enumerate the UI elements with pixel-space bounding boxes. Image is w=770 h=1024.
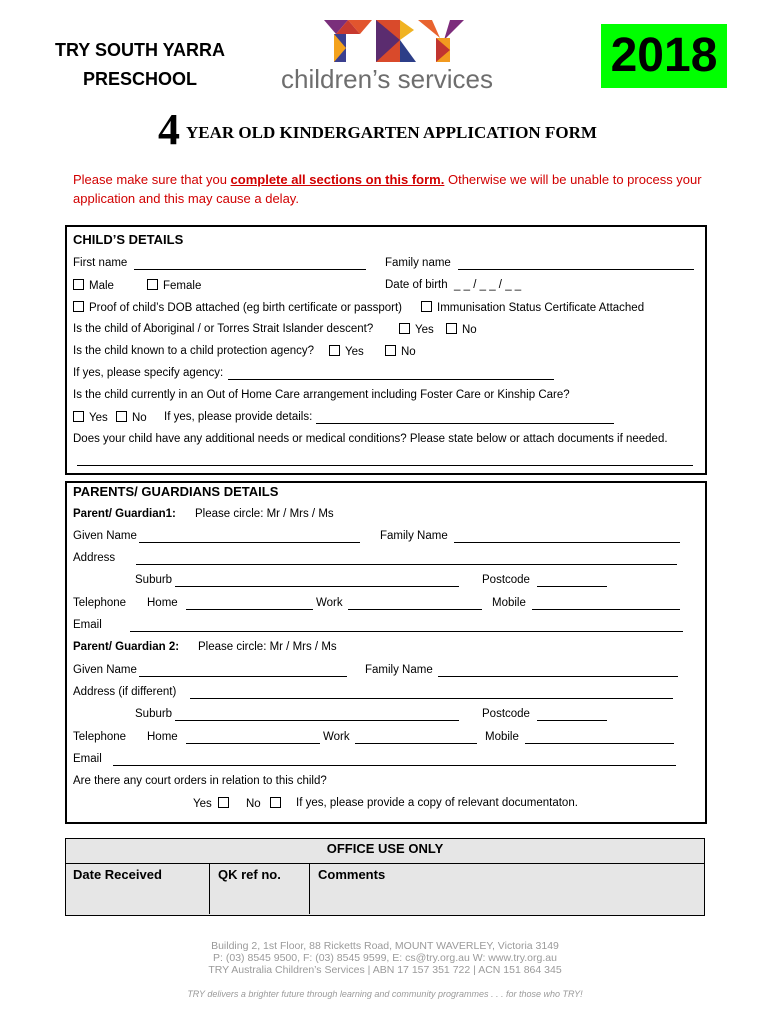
protection-question: Is the child known to a child protection agency? bbox=[73, 345, 315, 357]
details-field[interactable] bbox=[316, 423, 614, 424]
g1-home-phone-field[interactable] bbox=[186, 609, 313, 610]
address-label: Address bbox=[73, 552, 116, 564]
guardian2-label: Parent/ Guardian 2: bbox=[73, 641, 180, 653]
g1-email-field[interactable] bbox=[130, 631, 683, 632]
try-logo bbox=[272, 18, 502, 98]
checkbox[interactable] bbox=[399, 323, 410, 334]
guardian1-label: Parent/ Guardian1: bbox=[73, 508, 176, 520]
try-logo-mark bbox=[272, 18, 502, 66]
g2-mobile-field[interactable] bbox=[525, 743, 674, 744]
home-label: Home bbox=[147, 597, 178, 609]
given-name-label: Given Name bbox=[73, 664, 137, 676]
checkbox[interactable] bbox=[218, 797, 229, 808]
title-number: 4 bbox=[158, 105, 180, 154]
checkbox[interactable] bbox=[116, 411, 127, 422]
dob-field[interactable]: Date of birth _ _ / _ _ / _ _ bbox=[385, 279, 522, 291]
office-use-title: OFFICE USE ONLY bbox=[326, 841, 444, 856]
g2-address-field[interactable] bbox=[190, 698, 673, 699]
protection-no[interactable]: No bbox=[385, 345, 416, 358]
title-text: YEAR OLD KINDERGARTEN APPLICATION FORM bbox=[186, 123, 597, 142]
checkbox[interactable] bbox=[421, 301, 432, 312]
office-col-divider bbox=[309, 863, 310, 914]
checkbox[interactable] bbox=[329, 345, 340, 356]
guardian1-title-choice[interactable]: Please circle: Mr / Mrs / Ms bbox=[195, 508, 334, 520]
office-col-divider bbox=[209, 863, 210, 914]
office-divider bbox=[65, 863, 705, 864]
g2-postcode-field[interactable] bbox=[537, 720, 607, 721]
guardian2-title-choice[interactable]: Please circle: Mr / Mrs / Ms bbox=[198, 641, 337, 653]
footer-tagline: TRY delivers a brighter future through learning and community programmes . . . for those who TRY! bbox=[187, 989, 583, 999]
qk-ref-label: QK ref no. bbox=[218, 867, 281, 882]
mobile-label: Mobile bbox=[492, 597, 526, 609]
postcode-label: Postcode bbox=[482, 574, 530, 586]
home-care-no[interactable]: No bbox=[116, 411, 147, 424]
female-option[interactable]: Female bbox=[147, 279, 201, 292]
g2-work-phone-field[interactable] bbox=[355, 743, 477, 744]
provide-details-label: If yes, please provide details: bbox=[164, 411, 313, 423]
court-no-option[interactable]: No bbox=[246, 797, 286, 810]
g1-work-phone-field[interactable] bbox=[348, 609, 482, 610]
school-name: TRY SOUTH YARRA PRESCHOOL bbox=[54, 40, 226, 89]
comments-label: Comments bbox=[318, 867, 386, 882]
date-received-label: Date Received bbox=[73, 867, 162, 882]
protection-yes[interactable]: Yes bbox=[329, 345, 364, 358]
footer-contact: P: (03) 8545 9500, F: (03) 8545 9599, E: cs@try.org.au W: www.try.org.au bbox=[213, 952, 557, 964]
checkbox[interactable] bbox=[73, 279, 84, 290]
family-name-label: Family Name bbox=[365, 664, 433, 676]
email-label: Email bbox=[73, 753, 102, 765]
g1-suburb-field[interactable] bbox=[175, 586, 459, 587]
form-title bbox=[158, 104, 597, 155]
telephone-label: Telephone bbox=[73, 731, 127, 743]
checkbox[interactable] bbox=[73, 411, 84, 422]
section-title: CHILD’S DETAILS bbox=[73, 232, 184, 247]
g2-email-field[interactable] bbox=[113, 765, 676, 766]
court-yes-option[interactable]: Yes bbox=[193, 797, 234, 810]
agency-field[interactable] bbox=[228, 379, 554, 380]
g1-postcode-field[interactable] bbox=[537, 586, 607, 587]
family-name-field[interactable] bbox=[458, 269, 694, 270]
home-label: Home bbox=[147, 731, 178, 743]
postcode-label: Postcode bbox=[482, 708, 530, 720]
g2-family-name-field[interactable] bbox=[438, 676, 678, 677]
home-care-yes[interactable]: Yes bbox=[73, 411, 108, 424]
immunisation-option[interactable]: Immunisation Status Certificate Attached bbox=[421, 301, 644, 314]
needs-field[interactable] bbox=[77, 465, 693, 466]
g2-given-name-field[interactable] bbox=[139, 676, 347, 677]
checkbox[interactable] bbox=[147, 279, 158, 290]
given-name-label: Given Name bbox=[73, 530, 137, 542]
proof-dob-option[interactable]: Proof of child’s DOB attached (eg birth certificate or passport) bbox=[73, 301, 402, 314]
aboriginal-question: Is the child of Aboriginal / or Torres Strait Islander descent? bbox=[73, 323, 374, 335]
checkbox[interactable] bbox=[385, 345, 396, 356]
email-label: Email bbox=[73, 619, 102, 631]
family-name-label: Family Name bbox=[380, 530, 448, 542]
g2-suburb-field[interactable] bbox=[175, 720, 459, 721]
suburb-label: Suburb bbox=[135, 574, 173, 586]
completion-notice: Please make sure that you complete all sections on this form. Otherwise we will be unable to process your application and this may cause a delay. bbox=[73, 172, 702, 206]
specify-agency-label: If yes, please specify agency: bbox=[73, 367, 224, 379]
court-copy-note: If yes, please provide a copy of relevant documentaton. bbox=[296, 797, 578, 809]
first-name-label: First name bbox=[73, 257, 128, 269]
footer-address: Building 2, 1st Floor, 88 Ricketts Road, MOUNT WAVERLEY, Victoria 3149 bbox=[211, 940, 559, 952]
work-label: Work bbox=[323, 731, 350, 743]
g1-mobile-field[interactable] bbox=[532, 609, 680, 610]
year-badge: 2018 bbox=[601, 24, 727, 88]
telephone-label: Telephone bbox=[73, 597, 127, 609]
suburb-label: Suburb bbox=[135, 708, 173, 720]
home-care-question: Is the child currently in an Out of Home Care arrangement including Foster Care or Kinship Care? bbox=[73, 389, 570, 401]
logo-subtitle: children’s services bbox=[281, 64, 493, 94]
g1-address-field[interactable] bbox=[136, 564, 677, 565]
checkbox[interactable] bbox=[270, 797, 281, 808]
checkbox[interactable] bbox=[446, 323, 457, 334]
address-diff-label: Address (if different) bbox=[73, 686, 177, 698]
section-title: PARENTS/ GUARDIANS DETAILS bbox=[73, 484, 279, 499]
male-option[interactable]: Male bbox=[73, 279, 114, 292]
work-label: Work bbox=[316, 597, 343, 609]
aboriginal-no[interactable]: No bbox=[446, 323, 477, 336]
needs-question: Does your child have any additional needs or medical conditions? Please state below or attach documents if needed. bbox=[73, 433, 668, 445]
checkbox[interactable] bbox=[73, 301, 84, 312]
g1-family-name-field[interactable] bbox=[454, 542, 680, 543]
family-name-label: Family name bbox=[385, 257, 451, 269]
aboriginal-yes[interactable]: Yes bbox=[399, 323, 434, 336]
g1-given-name-field[interactable] bbox=[139, 542, 360, 543]
court-orders-question: Are there any court orders in relation to this child? bbox=[73, 775, 327, 787]
first-name-field[interactable] bbox=[134, 269, 366, 270]
g2-home-phone-field[interactable] bbox=[186, 743, 320, 744]
mobile-label: Mobile bbox=[485, 731, 519, 743]
footer-registration: TRY Australia Children’s Services | ABN 17 157 351 722 | ACN 151 864 345 bbox=[208, 964, 562, 976]
